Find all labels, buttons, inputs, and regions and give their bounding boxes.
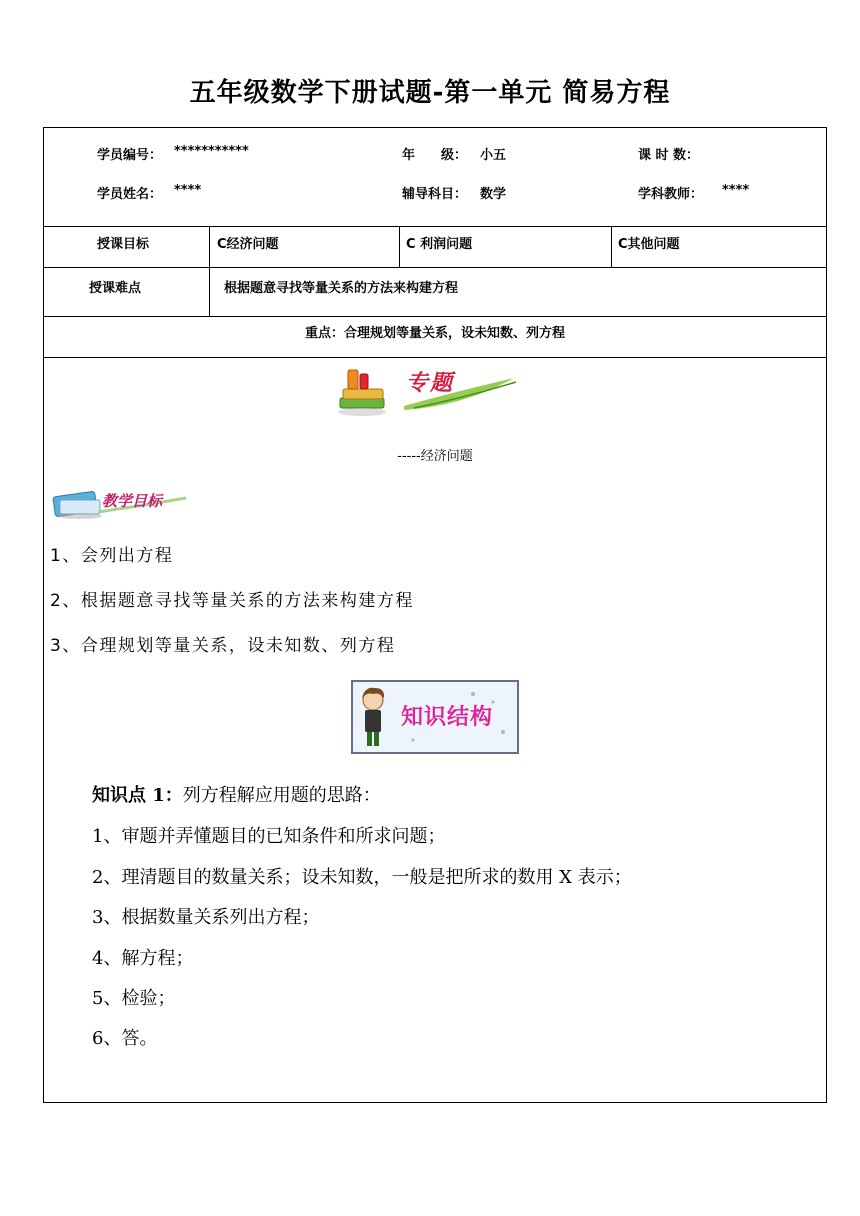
topic-banner [334, 364, 524, 420]
topic-subtitle: -----经济问题 [397, 449, 473, 464]
subject-value: 数学 [480, 187, 507, 202]
difficulty-label: 授课难点 [89, 281, 142, 296]
step-item: 1、审题并弄懂题目的已知条件和所求问题； [92, 826, 446, 847]
step-item: 5、检验； [92, 988, 176, 1009]
objectives-label: 授课目标 [97, 237, 150, 252]
objective-economy: C经济问题 [217, 237, 279, 252]
difficulty-value: 根据题意寻找等量关系的方法来构建方程 [224, 281, 459, 296]
teacher-label: 学科教师： [638, 187, 704, 202]
step-item: 2、理清题目的数量关系；设未知数，一般是把所求的数用 X 表示； [92, 867, 632, 888]
grade-value: 小五 [480, 148, 507, 163]
row-divider [44, 357, 826, 358]
column-divider [399, 226, 400, 267]
goal-item: 2、根据题意寻找等量关系的方法来构建方程 [50, 591, 414, 611]
student-id-label: 学员编号： [97, 148, 163, 163]
hours-label: 课 时 数： [638, 148, 700, 163]
knowledge-point-heading [92, 781, 381, 807]
step-item: 6、答。 [92, 1028, 158, 1049]
row-divider [44, 267, 826, 268]
row-divider [44, 226, 826, 227]
student-name-label: 学员姓名： [97, 187, 163, 202]
student-id-value: *********** [174, 144, 249, 159]
teaching-goals-badge-text: 教学目标 [102, 492, 163, 510]
teaching-goals-banner [50, 484, 190, 520]
objective-profit: C 利润问题 [406, 237, 473, 252]
subject-label: 辅导科目： [402, 187, 468, 202]
knowledge-structure-badge-text: 知识结构 [401, 705, 494, 730]
knowledge-structure-banner [351, 680, 519, 754]
step-item: 4、解方程； [92, 948, 194, 969]
grade-label: 年 级： [402, 148, 468, 163]
teacher-value: **** [722, 183, 750, 198]
row-divider [44, 316, 826, 317]
objective-other: C其他问题 [618, 237, 680, 252]
step-item: 3、根据数量关系列出方程； [92, 907, 320, 928]
column-divider [209, 226, 210, 316]
knowledge-point-title: 列方程解应用题的思路： [182, 785, 381, 806]
document-title: 五年级数学下册试题-第一单元 简易方程 [189, 78, 671, 108]
goal-item: 3、合理规划等量关系，设未知数、列方程 [50, 636, 396, 656]
goal-item: 1、会列出方程 [50, 546, 174, 566]
knowledge-point-label: 知识点 1： [92, 785, 183, 806]
topic-badge-text: 专题 [406, 370, 455, 396]
student-name-value: **** [174, 183, 202, 198]
lesson-sheet [43, 127, 827, 1103]
key-point: 重点：合理规划等量关系，设未知数、列方程 [304, 326, 565, 341]
column-divider [611, 226, 612, 267]
